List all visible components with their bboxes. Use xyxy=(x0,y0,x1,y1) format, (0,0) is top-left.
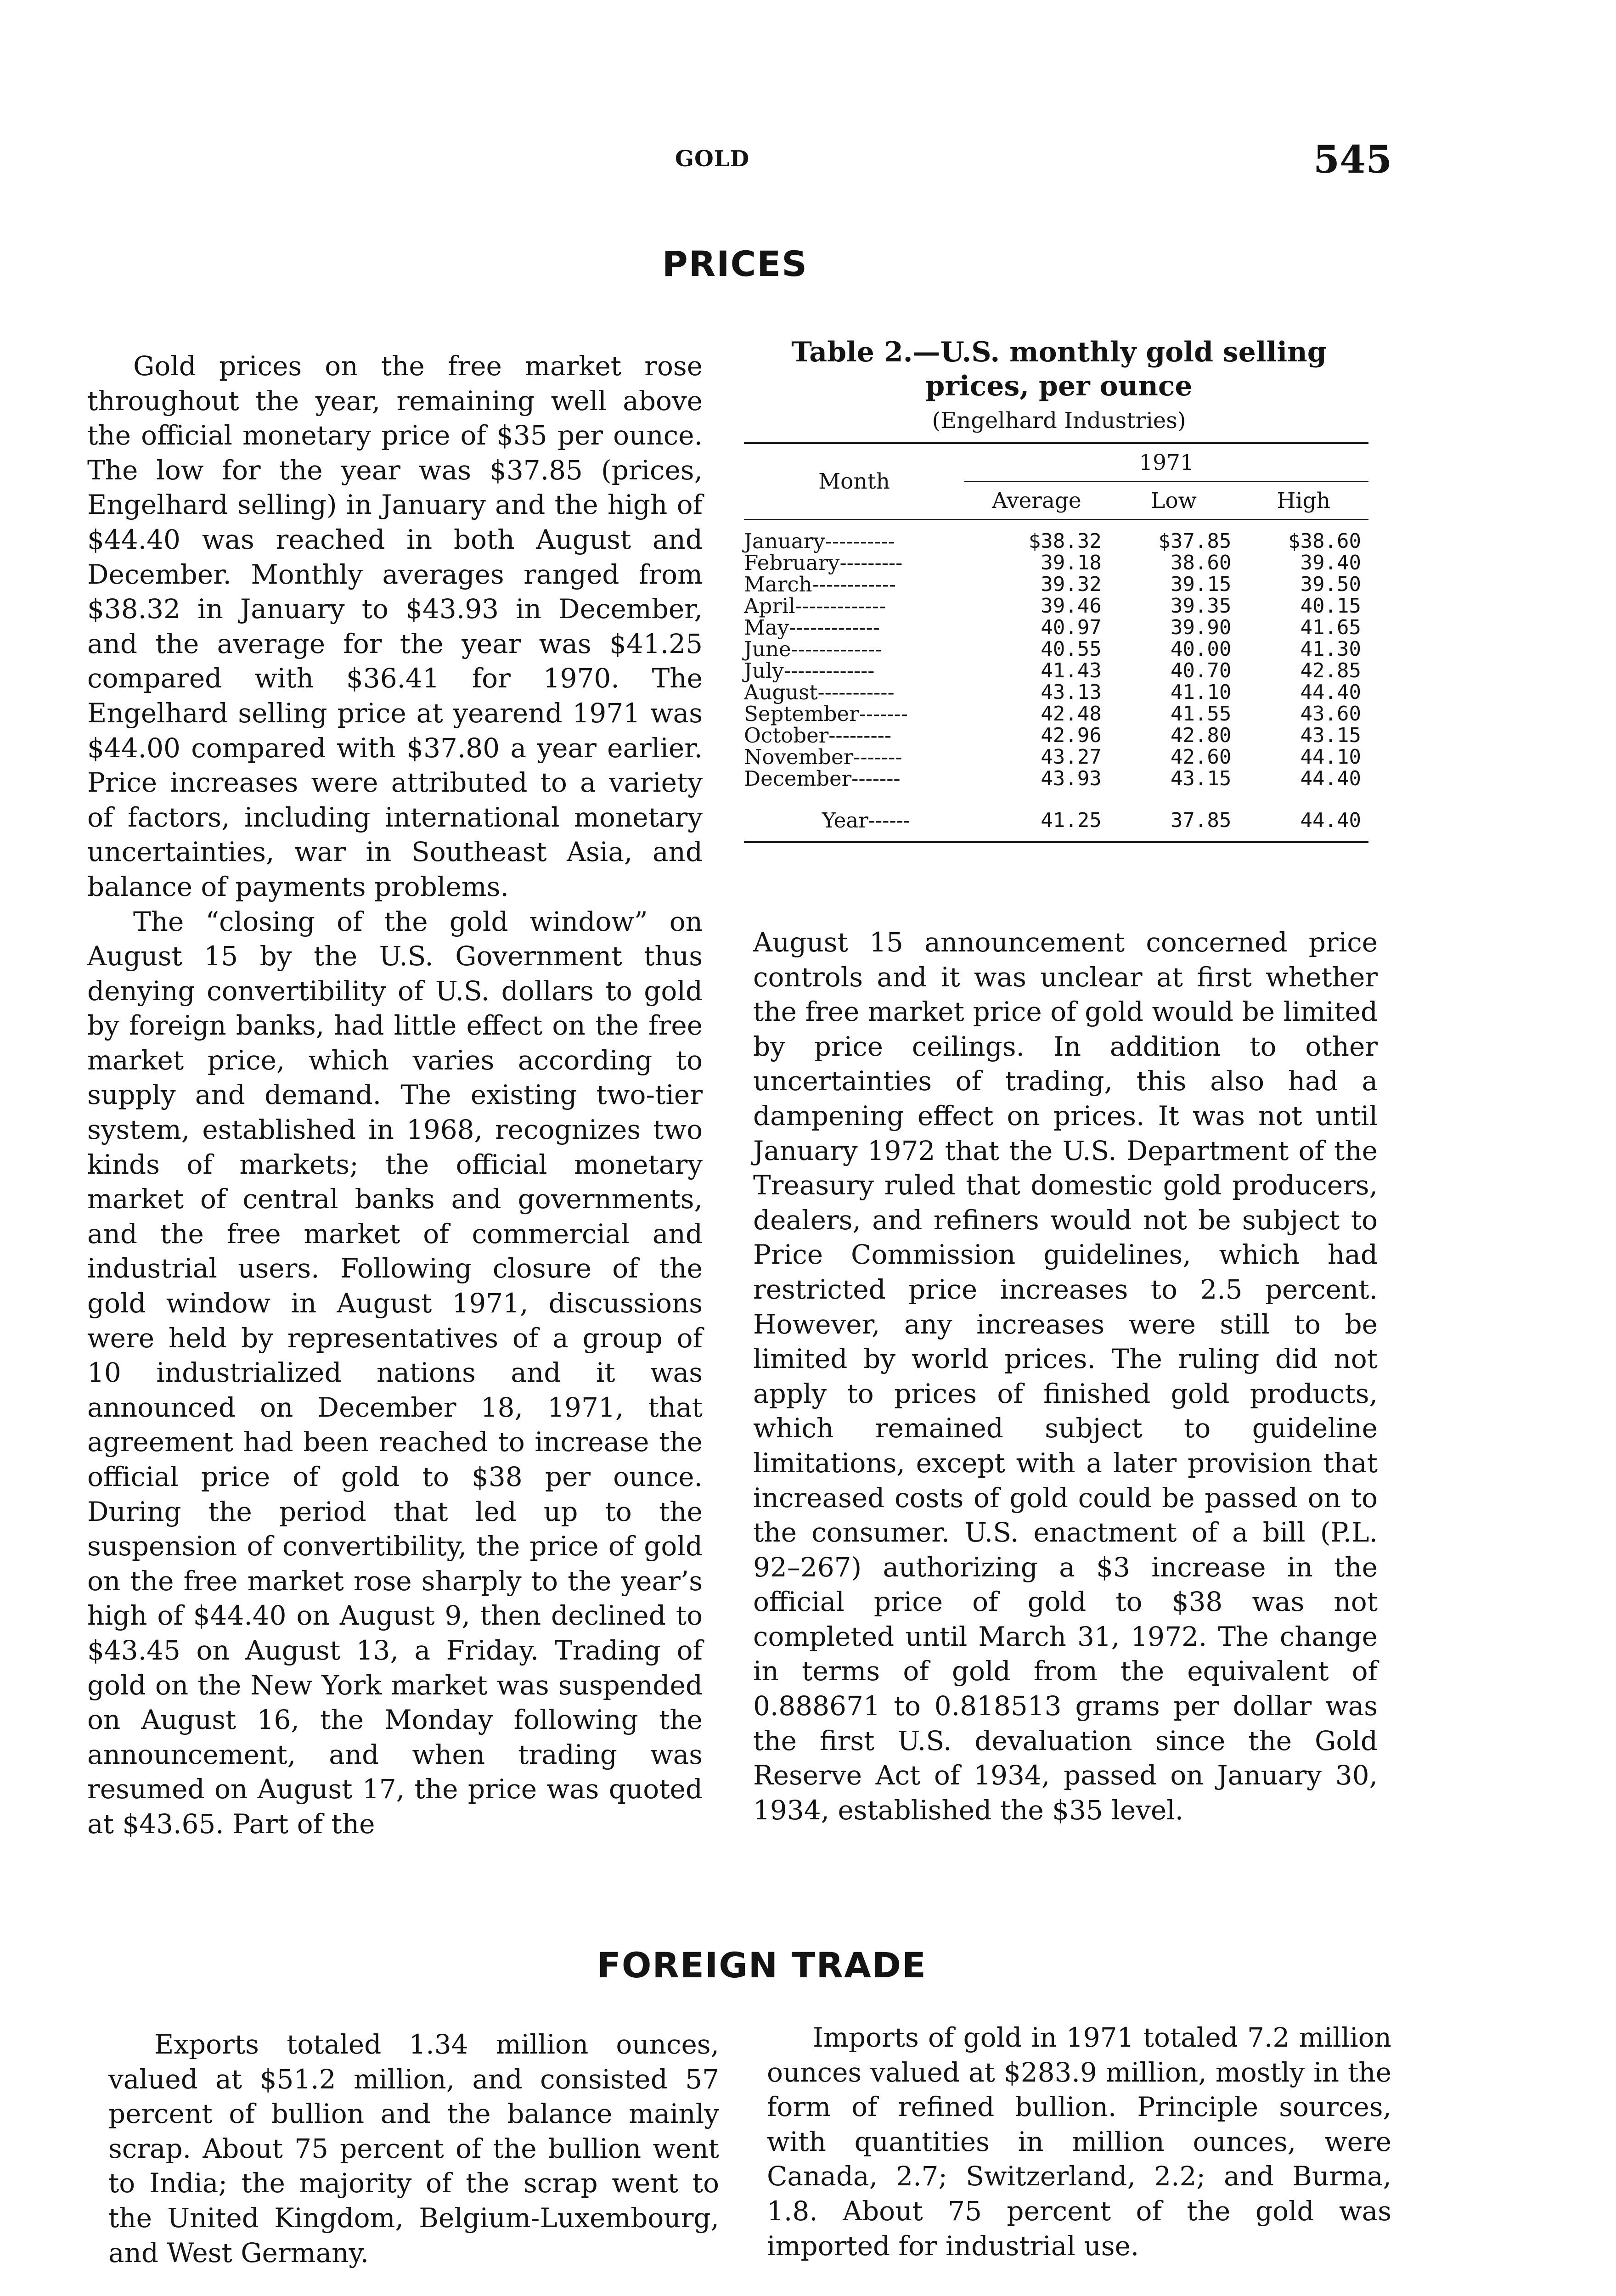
month-cell: August----------- xyxy=(744,680,895,704)
table-row xyxy=(744,768,1368,799)
table-row xyxy=(744,703,1368,725)
average-cell: 40.97 xyxy=(1041,616,1102,639)
month-cell: June------------- xyxy=(744,637,882,661)
average-cell: 42.48 xyxy=(1041,702,1102,726)
table-caption: Table 2.—U.S. monthly gold selling prices, per ounce xyxy=(791,336,1327,402)
gold-price-table xyxy=(744,442,1368,843)
page-number: 545 xyxy=(1313,138,1392,182)
high-cell: 39.50 xyxy=(1300,573,1361,596)
month-cell: November------- xyxy=(744,745,902,769)
column-header-low: Low xyxy=(1151,488,1197,513)
average-cell: 43.27 xyxy=(1041,745,1102,769)
average-cell: 41.43 xyxy=(1041,659,1102,682)
prices-heading: PRICES xyxy=(662,243,808,284)
foreign-trade-heading: FOREIGN TRADE xyxy=(597,1945,927,1986)
average-cell: 39.18 xyxy=(1041,551,1102,574)
low-cell: 40.00 xyxy=(1170,637,1232,661)
month-cell: March------------ xyxy=(744,572,896,597)
prices-paragraph-2: The “closing of the gold window” on August 15 by the U.S. Government thus denying convertibility of U.S. dollars to gold by foreign banks, had little effect on the free market price, which varies according to supply and demand. The existing two-tier system, established in 1968, recognizes two kinds of markets; the official monetary market of central banks and governments, and the free market of commercial and industrial users. Following closure of the gold window in August 1971, discussions were held by representatives of a group of 10 industrialized nations and it was announced on December 18, 1971, that agreement had been reached to increase the official price of gold to $38 per ounce. During the period that led up to the suspension of convertibility, the price of gold on the free market rose sharply to the year’s high of $44.40 on August 9, then declined to $43.45 on August 13, a Friday. Trading of gold on the New York market was suspended on August 16, the Monday following the announcement, and when trading was resumed on August 17, the price was quoted at $43.65. Part of the xyxy=(87,906,703,1840)
month-cell: February--------- xyxy=(744,551,903,575)
average-cell: 42.96 xyxy=(1041,724,1102,747)
month-cell: July------------- xyxy=(744,658,875,683)
table-row xyxy=(744,638,1368,660)
high-cell: 43.15 xyxy=(1300,724,1361,747)
high-cell: 39.40 xyxy=(1300,551,1361,574)
table-row xyxy=(744,746,1368,768)
high-cell: 44.40 xyxy=(1300,681,1361,704)
month-cell: May------------- xyxy=(744,615,880,640)
high-cell: 40.15 xyxy=(1300,594,1361,618)
average-cell: 39.32 xyxy=(1041,573,1102,596)
high-cell: 42.85 xyxy=(1300,659,1361,682)
low-cell: 39.90 xyxy=(1170,616,1232,639)
month-cell: January---------- xyxy=(744,529,895,553)
average-cell: 39.46 xyxy=(1041,594,1102,618)
column-header-average: Average xyxy=(991,488,1081,513)
table-row-year xyxy=(744,799,1368,842)
average-cell: 40.55 xyxy=(1041,637,1102,661)
average-cell: 43.13 xyxy=(1041,681,1102,704)
exports-paragraph: Exports totaled 1.34 million ounces, valued at $51.2 million, and consisted 57 percent of bullion and the balance mainly scrap. About 75 percent of the bullion went to India; the majority of the scrap went to the United Kingdom, Belgium-Luxembourg, and West Germany. xyxy=(108,2029,719,2268)
high-cell: 44.40 xyxy=(1300,767,1361,790)
average-cell: $38.32 xyxy=(1028,529,1102,553)
high-cell: $38.60 xyxy=(1288,529,1361,553)
prices-right-column xyxy=(753,925,1378,1828)
low-cell: 42.60 xyxy=(1170,745,1232,769)
month-cell: October--------- xyxy=(744,723,892,748)
low-cell: 40.70 xyxy=(1170,659,1232,682)
imports-paragraph: Imports of gold in 1971 totaled 7.2 million ounces valued at $283.9 million, mostly in the form of refined bullion. Principle sources, with quantities in million ounces, were Canada, 2.7; Switzerland, 2.2; and Burma, 1.8. About 75 percent of the gold was imported for industrial use. xyxy=(767,2022,1391,2262)
year-label: Year------ xyxy=(822,808,911,833)
prices-paragraph-1: Gold prices on the free market rose throughout the year, remaining well above the official monetary price of $35 per ounce. The low for the year was $37.85 (prices, Engelhard selling) in January and the high of $44.40 was reached in both August and December. Monthly averages ranged from $38.32 in January to $43.93 in December, and the average for the year was $41.25 compared with $36.41 for 1970. The Engelhard selling price at yearend 1971 was $44.00 compared with $37.80 a year earlier. Price increases were attributed to a variety of factors, including international monetary uncertainties, war in Southeast Asia, and balance of payments problems. xyxy=(87,350,703,902)
running-head: GOLD xyxy=(675,146,750,172)
low-cell: 42.80 xyxy=(1170,724,1232,747)
table-row xyxy=(744,574,1368,595)
average-cell: 43.93 xyxy=(1041,767,1102,790)
low-cell: 41.55 xyxy=(1170,702,1232,726)
high-cell: 41.65 xyxy=(1300,616,1361,639)
column-header-high: High xyxy=(1277,488,1330,513)
low-cell: 39.35 xyxy=(1170,594,1232,618)
table-row xyxy=(744,520,1368,552)
month-cell: April------------- xyxy=(744,594,886,618)
low-cell: 38.60 xyxy=(1170,551,1232,574)
table-row xyxy=(744,725,1368,746)
prices-left-column xyxy=(87,349,703,1842)
low-cell: 39.15 xyxy=(1170,573,1232,596)
low-cell: $37.85 xyxy=(1158,529,1232,553)
month-cell: September------- xyxy=(744,702,908,726)
month-cell: December------- xyxy=(744,766,901,791)
year-low: 37.85 xyxy=(1170,808,1232,832)
foreign-trade-left-column xyxy=(108,2027,719,2270)
table-row xyxy=(744,617,1368,638)
high-cell: 44.10 xyxy=(1300,745,1361,769)
year-average: 41.25 xyxy=(1041,808,1102,832)
year-high: 44.40 xyxy=(1300,808,1361,832)
table-body xyxy=(744,520,1368,800)
low-cell: 41.10 xyxy=(1170,681,1232,704)
prices-paragraph-3: August 15 announcement concerned price controls and it was unclear at first whether the free market price of gold would be limited by price ceilings. In addition to other uncertainties of trading, this also had a dampening effect on prices. It was not until January 1972 that the U.S. Department of the Treasury ruled that domestic gold producers, dealers, and refiners would not be subject to Price Commission guidelines, which had restricted price increases to 2.5 percent. However, any increases were still to be limited by world prices. The ruling did not apply to prices of finished gold products, which remained subject to guideline limitations, except with a later provision that increased costs of gold could be passed on to the consumer. U.S. enactment of a bill (P.L. 92–267) authorizing a $3 increase in the official price of gold to $38 was not completed until March 31, 1972. The change in terms of gold from the equivalent of 0.888671 to 0.818513 grams per dollar was the first U.S. devaluation since the Gold Reserve Act of 1934, passed on January 30, 1934, established the $35 level. xyxy=(753,927,1378,1826)
column-header-1971: 1971 xyxy=(964,443,1368,482)
high-cell: 41.30 xyxy=(1300,637,1361,661)
low-cell: 43.15 xyxy=(1170,767,1232,790)
table-row xyxy=(744,552,1368,574)
foreign-trade-right-column xyxy=(767,2020,1391,2263)
table-row xyxy=(744,681,1368,703)
table-row xyxy=(744,595,1368,617)
column-header-month: Month xyxy=(744,443,964,520)
high-cell: 43.60 xyxy=(1300,702,1361,726)
table-row xyxy=(744,660,1368,681)
table-source: (Engelhard Industries) xyxy=(932,408,1186,433)
